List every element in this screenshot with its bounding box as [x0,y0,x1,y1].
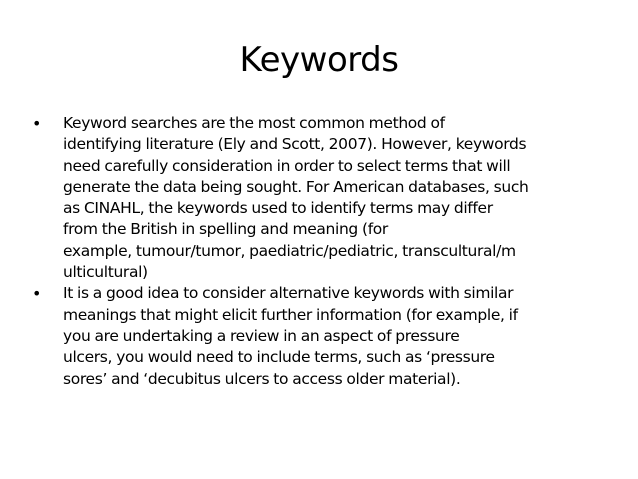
bullet-text-line: sores’ and ‘decubitus ulcers to access older material). [63,369,461,388]
bullet-text-line: meanings that might elicit further information (for example, if [63,305,518,324]
bullet-item-alternative-keywords [32,283,612,389]
slide-title: Keywords [239,40,399,80]
bullet-text-line: you are undertaking a review in an aspect of pressure [63,326,460,345]
bullet-list [32,113,612,390]
bullet-text-line: need carefully consideration in order to select terms that will [63,156,511,175]
bullet-text-line: identifying literature (Ely and Scott, 2007). However, keywords [63,135,527,154]
bullet-text-line: generate the data being sought. For American databases, such [63,177,529,196]
bullet-text-line: ulcers, you would need to include terms, such as ‘pressure [63,348,495,367]
bullet-text-line: Keyword searches are the most common method of [63,114,445,132]
bullet-marker: • [32,284,42,304]
bullet-item-keyword-searches [32,113,612,283]
bullet-text-line: example, tumour/tumor, paediatric/pediatric, transcultural/m [63,241,516,260]
bullet-marker: • [32,114,42,133]
bullet-text-line: ulticultural) [63,263,148,282]
bullet-text-line: from the British in spelling and meaning (for [63,220,388,239]
bullet-text-line: It is a good idea to consider alternative keywords with similar [63,284,514,303]
bullet-text-line: as CINAHL, the keywords used to identify terms may differ [63,199,493,218]
